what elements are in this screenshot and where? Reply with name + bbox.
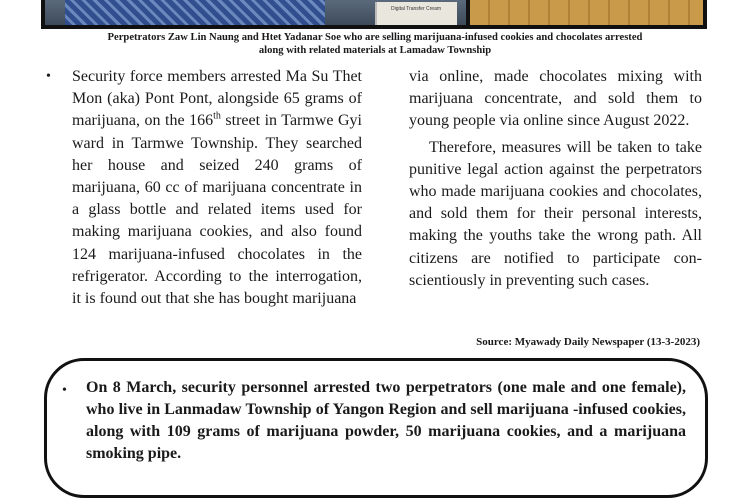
article-right-column — [409, 66, 702, 292]
news-photo — [41, 0, 707, 29]
photo-wooden-table — [470, 0, 703, 25]
source-citation: Source: Myawady Daily Newspaper (13-3-2023) — [476, 336, 700, 348]
article-left-text-b: street in Tarmwe Gyi ward in Tarmwe Township. They searched her house and seized 240 grams of marijuana, 60 cc of marijuana concentrate in a glass bottle and related items used for making marijuana cookies, and also found 124 marijuana-infused chocolates in the refrigerator. According to the interrogation, it is found out that she has bought marijuana — [72, 112, 362, 308]
bullet-marker: • — [46, 69, 51, 84]
ordinal-suffix: th — [213, 111, 221, 123]
highlight-bullet: • — [62, 383, 67, 398]
caption-line-1: Perpetrators Zaw Lin Naung and Htet Yadanar Soe who are selling marijuana-infused cookies and chocolates arrested — [107, 32, 643, 43]
photo-caption — [30, 31, 720, 57]
article-left-text-a: Security force members arrested Ma Su Thet Mon (aka) Pont Pont, alongside 65 grams of marijuana, on the 166 — [72, 68, 362, 130]
product-box-label: Digital Transfer Cream — [391, 6, 442, 12]
product-box — [375, 2, 457, 25]
photo-seized-items — [45, 0, 466, 25]
article-right-paragraph-2: Therefore, measures will be taken to take punitive legal action against the perpetrators who made marijuana cookies and chocolates, and sold them for their personal interests, making the youths take the wrong path. All citizens are notified to participate conscientiously in preventing such cases. — [409, 138, 702, 289]
highlight-text: On 8 March, security personnel arrested two perpetrators (one male and one female), who live in Lanmadaw Township of Yangon Region and sell marijuana -infused cookies, along with 109 grams of marijuana powder, 50 marijuana cookies, and a marijuana smoking pipe. — [86, 379, 686, 462]
article-left-column — [72, 66, 362, 310]
caption-line-2: along with related materials at Lamadaw Township — [258, 45, 492, 56]
patterned-bag — [65, 0, 325, 25]
article-right-paragraph-1: via online, made chocolates mixing with marijuana concentrate, and sold them to young people via online since August 2022. — [409, 68, 702, 130]
